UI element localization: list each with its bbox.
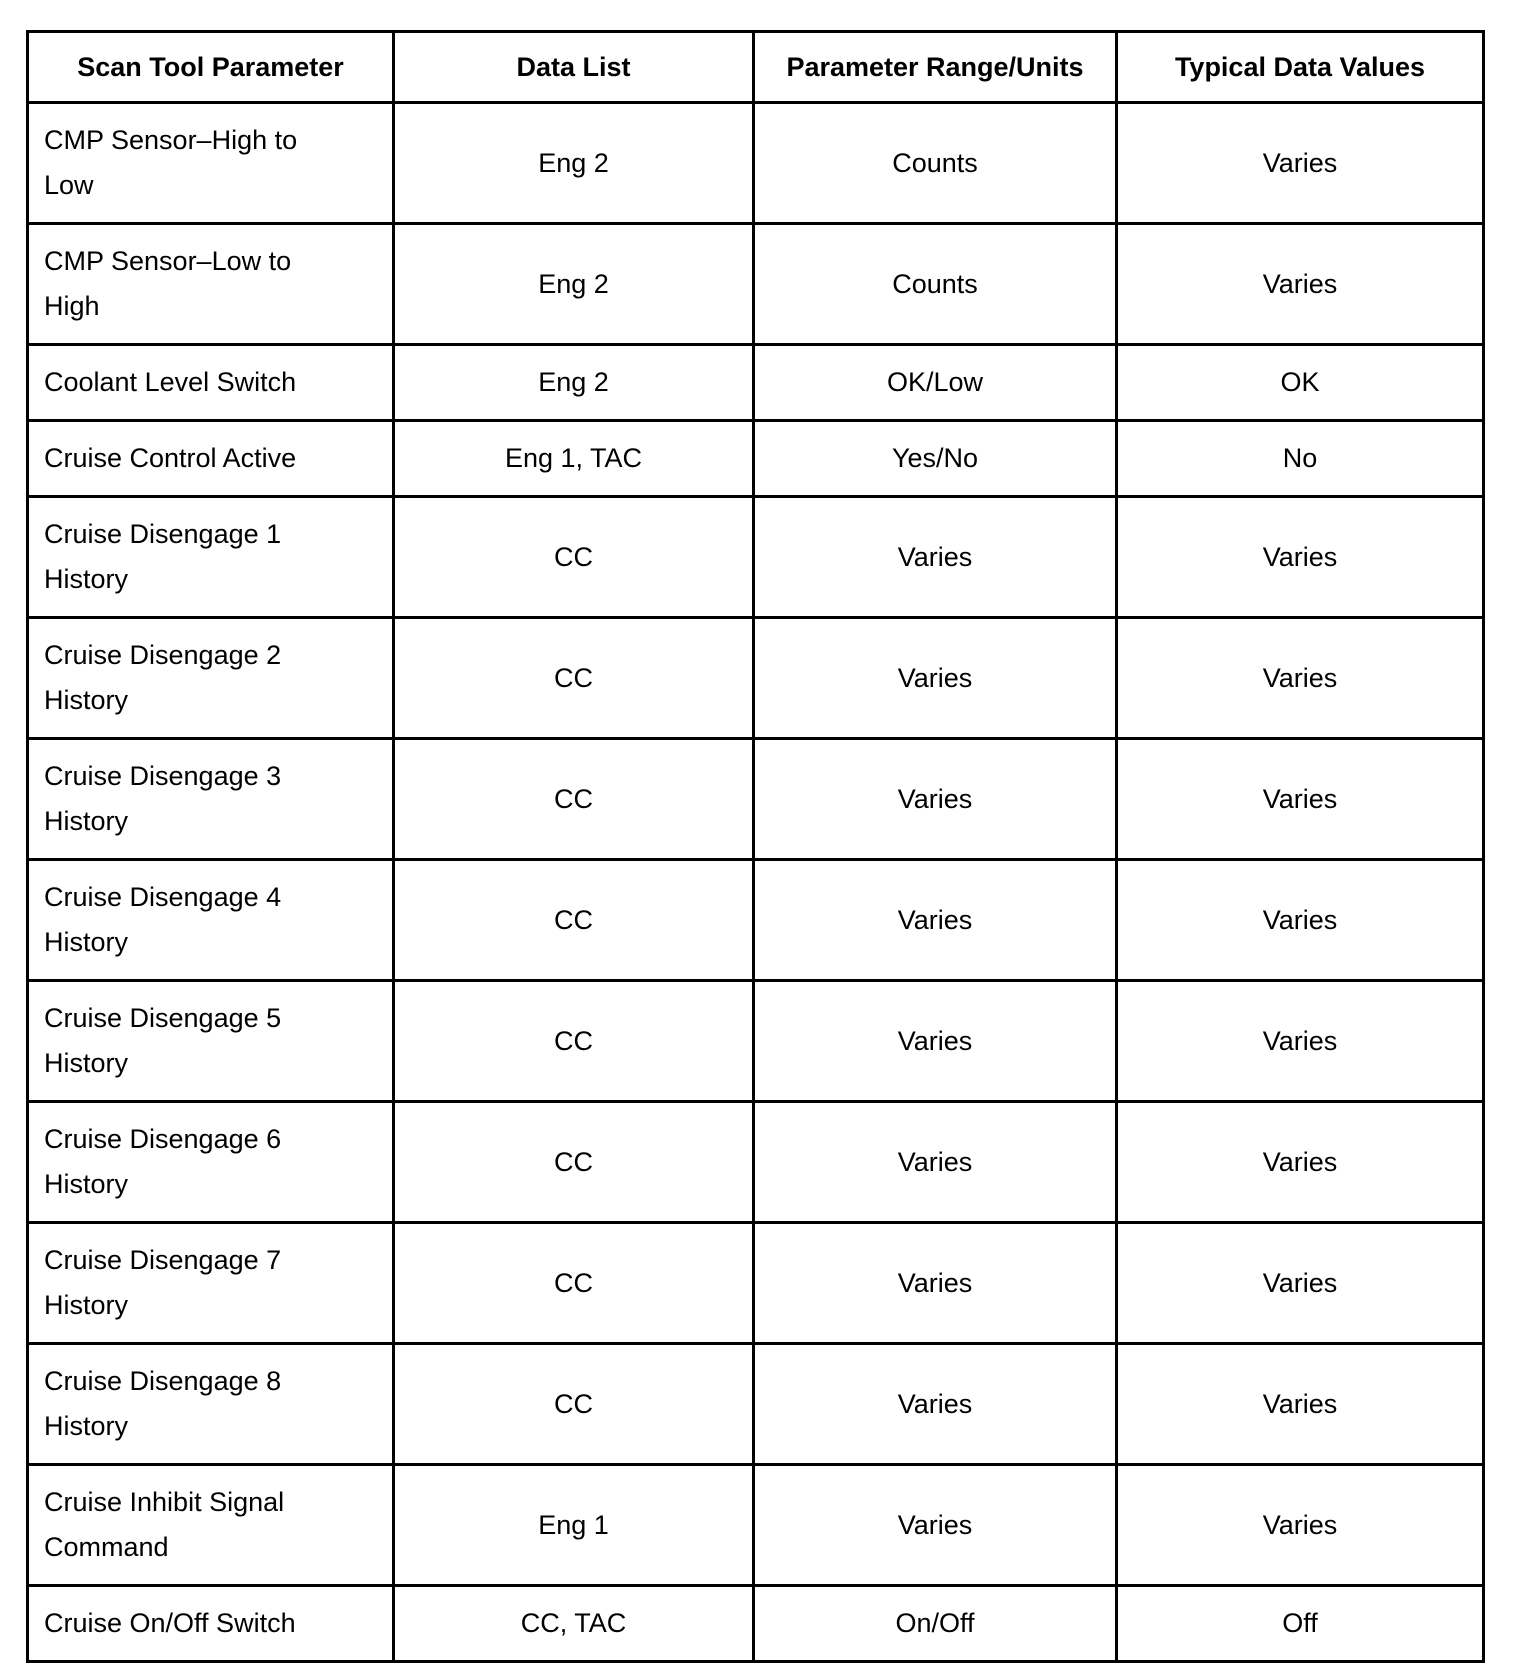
parameter-line-1: Cruise Disengage 6 [44,1124,282,1154]
cell-scan-tool-parameter [28,1102,394,1223]
parameter-line-1: Cruise On/Off Switch [44,1608,296,1638]
scan-tool-parameter-table [26,30,1485,1663]
cell-data-list: CC, TAC [394,1586,754,1662]
cell-scan-tool-parameter [28,981,394,1102]
table-row [28,981,1484,1102]
table-row [28,739,1484,860]
table-row [28,1102,1484,1223]
cell-parameter-range-units: Varies [754,981,1117,1102]
header-row [28,32,1484,103]
table-row [28,224,1484,345]
parameter-line-1: Cruise Disengage 7 [44,1245,282,1275]
cell-scan-tool-parameter [28,618,394,739]
cell-parameter-range-units: Varies [754,1223,1117,1344]
parameter-line-1: Cruise Control Active [44,443,297,473]
cell-typical-data-values: Varies [1117,1465,1484,1586]
parameter-line-2: History [44,564,129,594]
parameter-line-2: History [44,1048,129,1078]
parameter-line-2: History [44,685,129,715]
cell-scan-tool-parameter [28,1586,394,1662]
parameter-line-1: Cruise Disengage 3 [44,761,282,791]
parameter-line-1: Cruise Disengage 4 [44,882,282,912]
table-row [28,860,1484,981]
parameter-line-1: Cruise Inhibit Signal [44,1487,285,1517]
table-row [28,345,1484,421]
parameter-line-1: Cruise Disengage 1 [44,519,282,549]
table-row [28,618,1484,739]
cell-parameter-range-units: Varies [754,860,1117,981]
cell-scan-tool-parameter [28,497,394,618]
cell-data-list: CC [394,1344,754,1465]
parameter-line-2: History [44,1169,129,1199]
cell-scan-tool-parameter [28,1465,394,1586]
cell-data-list: CC [394,981,754,1102]
cell-parameter-range-units: Counts [754,103,1117,224]
header-typical-data-values: Typical Data Values [1117,32,1484,103]
parameter-line-2: History [44,1411,129,1441]
cell-parameter-range-units: Varies [754,497,1117,618]
cell-scan-tool-parameter [28,1223,394,1344]
cell-data-list: CC [394,497,754,618]
table-row [28,1586,1484,1662]
cell-scan-tool-parameter [28,345,394,421]
cell-parameter-range-units: On/Off [754,1586,1117,1662]
cell-data-list: CC [394,739,754,860]
table-row [28,497,1484,618]
header-data-list: Data List [394,32,754,103]
cell-parameter-range-units: OK/Low [754,345,1117,421]
cell-scan-tool-parameter [28,1344,394,1465]
cell-typical-data-values: Varies [1117,981,1484,1102]
cell-typical-data-values: Varies [1117,103,1484,224]
parameter-line-1: Cruise Disengage 8 [44,1366,282,1396]
table-row [28,1465,1484,1586]
parameter-line-2: Command [44,1532,169,1562]
cell-typical-data-values: Varies [1117,739,1484,860]
cell-parameter-range-units: Varies [754,618,1117,739]
cell-scan-tool-parameter [28,421,394,497]
parameter-line-1: CMP Sensor–Low to [44,246,292,276]
table-row [28,421,1484,497]
cell-typical-data-values: Varies [1117,860,1484,981]
table-row [28,103,1484,224]
table-row [28,1223,1484,1344]
cell-data-list: CC [394,1223,754,1344]
cell-typical-data-values: Varies [1117,618,1484,739]
parameter-line-2: Low [44,170,94,200]
table-body [28,103,1484,1662]
cell-data-list: CC [394,860,754,981]
header-scan-tool-parameter: Scan Tool Parameter [28,32,394,103]
cell-typical-data-values: Varies [1117,1102,1484,1223]
cell-scan-tool-parameter [28,224,394,345]
cell-data-list: Eng 2 [394,345,754,421]
cell-typical-data-values: OK [1117,345,1484,421]
cell-typical-data-values: Off [1117,1586,1484,1662]
parameter-line-2: History [44,927,129,957]
cell-parameter-range-units: Varies [754,1344,1117,1465]
cell-parameter-range-units: Varies [754,739,1117,860]
table-row [28,1344,1484,1465]
parameter-line-1: Cruise Disengage 2 [44,640,282,670]
cell-parameter-range-units: Varies [754,1465,1117,1586]
cell-parameter-range-units: Yes/No [754,421,1117,497]
cell-data-list: CC [394,618,754,739]
parameter-line-2: History [44,806,129,836]
parameter-line-1: CMP Sensor–High to [44,125,298,155]
cell-scan-tool-parameter [28,739,394,860]
parameter-line-1: Coolant Level Switch [44,367,297,397]
cell-data-list: Eng 1, TAC [394,421,754,497]
parameter-line-1: Cruise Disengage 5 [44,1003,282,1033]
cell-scan-tool-parameter [28,860,394,981]
cell-data-list: Eng 2 [394,224,754,345]
cell-data-list: Eng 1 [394,1465,754,1586]
cell-scan-tool-parameter [28,103,394,224]
parameter-line-2: High [44,291,100,321]
header-parameter-range-units: Parameter Range/Units [754,32,1117,103]
cell-typical-data-values: No [1117,421,1484,497]
cell-typical-data-values: Varies [1117,224,1484,345]
cell-typical-data-values: Varies [1117,1223,1484,1344]
cell-data-list: CC [394,1102,754,1223]
cell-parameter-range-units: Varies [754,1102,1117,1223]
cell-data-list: Eng 2 [394,103,754,224]
cell-typical-data-values: Varies [1117,497,1484,618]
cell-typical-data-values: Varies [1117,1344,1484,1465]
cell-parameter-range-units: Counts [754,224,1117,345]
parameter-line-2: History [44,1290,129,1320]
